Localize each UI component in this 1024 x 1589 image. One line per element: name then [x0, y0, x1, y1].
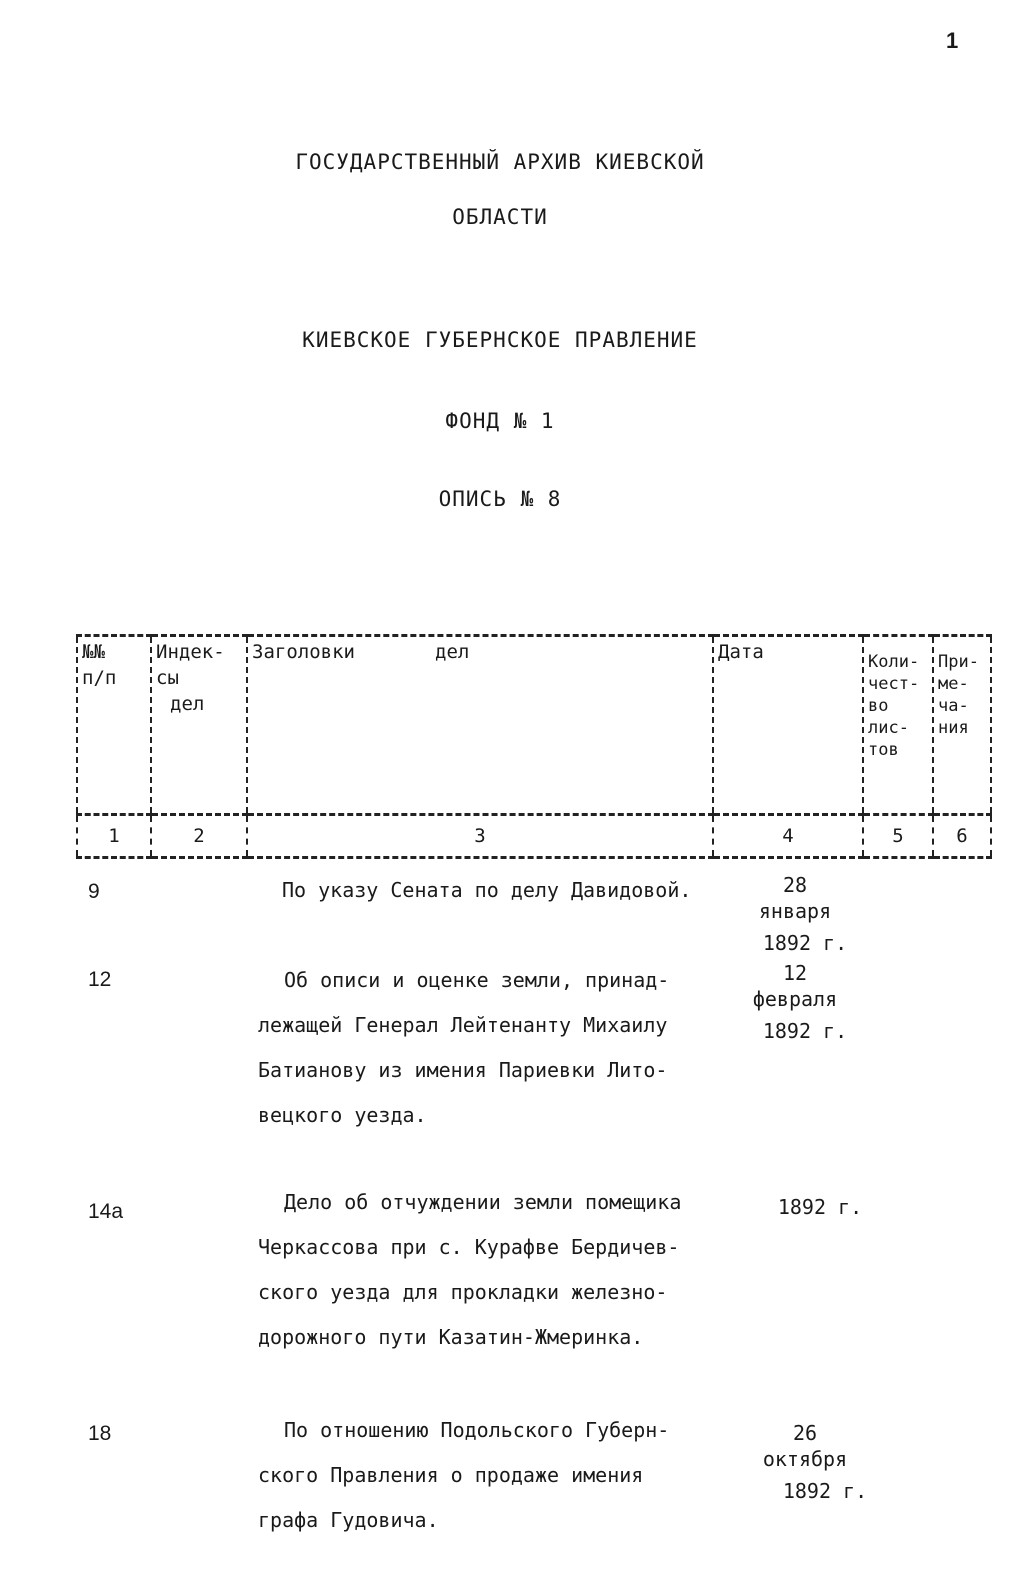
institution-name: КИЕВСКОЕ ГУБЕРНСКОЕ ПРАВЛЕНИЕ: [302, 328, 698, 352]
entry-title: [258, 958, 728, 1138]
entry-number: 9: [88, 880, 100, 903]
col-header-notes: При- ме- ча- ния: [933, 636, 991, 815]
entry-number: 18: [88, 1422, 112, 1445]
column-number: 1: [77, 815, 151, 858]
date-day: 28: [782, 873, 808, 897]
entry-title-line: графа Гудовича.: [258, 1508, 439, 1532]
archive-title: ГОСУДАРСТВЕННЫЙ АРХИВ КИЕВСКОЙ: [295, 150, 705, 174]
column-number: 6: [933, 815, 991, 858]
date-month: февраля: [752, 987, 838, 1011]
entry-title-line: Об описи и оценке земли, принад-: [284, 968, 670, 992]
date-year: 1892 г.: [777, 1195, 863, 1219]
entry-date: [750, 1194, 890, 1220]
entry-title: [258, 1180, 728, 1360]
col-header-date: Дата: [713, 636, 863, 815]
entry-title-line: Дело об отчуждении земли помещика: [284, 1190, 682, 1214]
entry-title: [258, 1408, 728, 1543]
entry-title: [282, 868, 752, 913]
table-header-row: [77, 636, 991, 815]
entry-title-line: По отношению Подольского Губерн-: [284, 1418, 670, 1442]
date-month: октября: [762, 1447, 848, 1471]
col-header-titles: Заголовки дел: [247, 636, 713, 815]
entry-date: [725, 872, 865, 956]
entry-date: [735, 1420, 875, 1504]
date-day: 26: [792, 1421, 818, 1445]
col-header-number: №№ п/п: [77, 636, 151, 815]
entry-title-line: Батианову из имения Париевки Лито-: [258, 1058, 668, 1082]
entry-title-line: По указу Сената по делу Давидовой.: [282, 878, 692, 902]
page-number: 1: [946, 28, 959, 53]
column-number: 4: [713, 815, 863, 858]
entry-title-line: Черкассова при с. Курафве Бердичев-: [258, 1235, 680, 1259]
entry-title-line: дорожного пути Казатин-Жмеринка.: [258, 1325, 644, 1349]
archive-title-region: ОБЛАСТИ: [452, 205, 548, 229]
column-number: 2: [151, 815, 247, 858]
entry-number: 12: [88, 968, 112, 991]
col-header-index: Индек- сы дел: [151, 636, 247, 815]
date-month: января: [758, 899, 832, 923]
inventory-number: ОПИСЬ № 8: [438, 487, 562, 511]
date-day: 12: [782, 961, 808, 985]
date-year: 1892 г.: [782, 1479, 868, 1503]
column-number: 3: [247, 815, 713, 858]
entry-title-line: ского уезда для прокладки железно-: [258, 1280, 668, 1304]
entry-title-line: ского Правления о продаже имения: [258, 1463, 644, 1487]
column-number-row: [77, 815, 991, 858]
date-year: 1892 г.: [762, 1019, 848, 1043]
fond-number: ФОНД № 1: [445, 409, 555, 433]
inventory-table: [76, 634, 992, 859]
entry-title-line: вецкого уезда.: [258, 1103, 427, 1127]
date-year: 1892 г.: [762, 931, 848, 955]
entry-date: [725, 960, 865, 1044]
column-number: 5: [863, 815, 933, 858]
col-header-sheets: Коли- чест-во лис- тов: [863, 636, 933, 815]
entry-title-line: лежащей Генерал Лейтенанту Михаилу: [258, 1013, 668, 1037]
entry-number: 14а: [88, 1200, 124, 1223]
